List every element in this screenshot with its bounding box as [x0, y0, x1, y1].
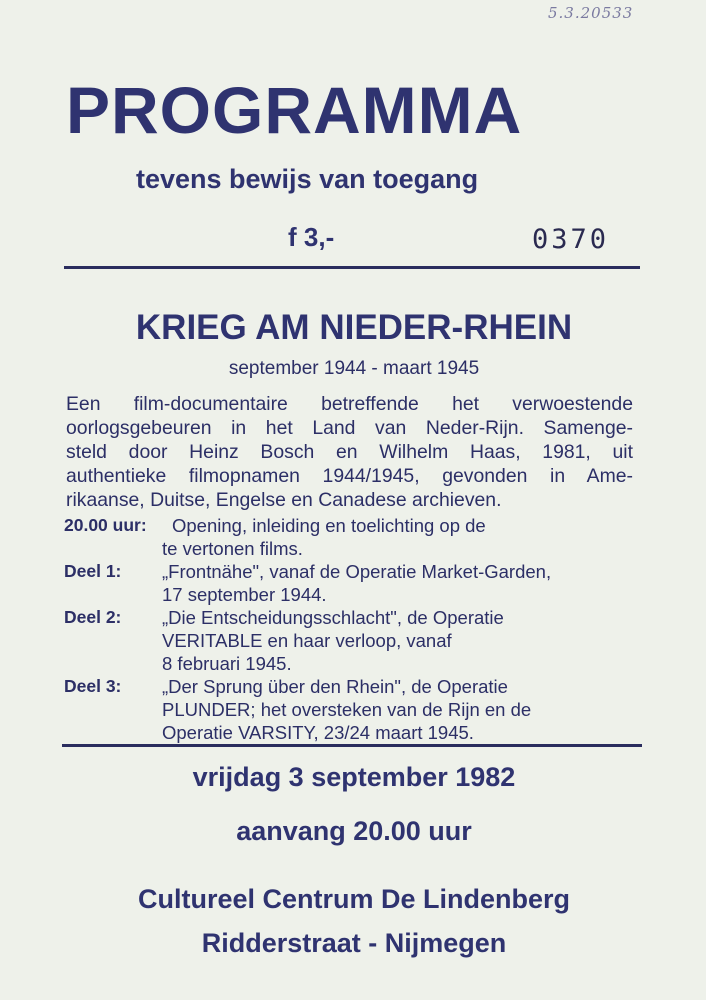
programme-item-part-2 — [64, 606, 644, 675]
venue-address: Ridderstraat - Nijmegen — [201, 928, 507, 958]
divider-top — [64, 266, 640, 269]
divider-bottom — [62, 744, 642, 747]
programme-item-text: „Die Entscheidungsschlacht", de Operatie — [162, 607, 504, 628]
programme-item-text: 8 februari 1945. — [162, 653, 292, 674]
description-line: rikaanse, Duitse, Engelse en Canadese archieven. — [66, 489, 502, 511]
ticket-number: 0370 — [532, 224, 610, 255]
event-start-time: aanvang 20.00 uur — [236, 816, 472, 846]
event-date: vrijdag 3 september 1982 — [192, 762, 516, 792]
programme-list — [64, 514, 644, 744]
archive-note: 5.3.20533 — [548, 4, 634, 22]
programme-item-text: Opening, inleiding en toelichting op de — [172, 515, 486, 536]
description-line: steld door Heinz Bosch en Wilhelm Haas, 1981, uit — [66, 441, 633, 463]
programme-item-text: 17 september 1944. — [162, 584, 327, 605]
description-line: authentieke filmopnamen 1944/1945, gevonden in Ame- — [66, 465, 633, 487]
venue-name: Cultureel Centrum De Lindenberg — [137, 884, 571, 914]
programme-item-text: „Der Sprung über den Rhein", de Operatie — [162, 676, 508, 697]
programme-item-part-1 — [64, 560, 644, 606]
description-line: oorlogsgebeuren in het Land van Neder-Rijn. Samenge- — [66, 417, 633, 439]
page-subtitle: tevens bewijs van toegang — [136, 164, 479, 194]
programme-item-text: VERITABLE en haar verloop, vanaf — [162, 630, 452, 651]
programme-item-label: 20.00 uur: — [64, 515, 147, 535]
programme-item-text: „Frontnähe", vanaf de Operatie Market-Garden, — [162, 561, 552, 582]
programme-item-text: te vertonen films. — [162, 538, 303, 559]
programme-item-text: PLUNDER; het oversteken van de Rijn en de — [162, 699, 532, 720]
programme-item-label: Deel 1: — [64, 561, 122, 581]
programme-item-label: Deel 3: — [64, 676, 122, 696]
programme-item-label: Deel 2: — [64, 607, 122, 627]
film-title: KRIEG AM NIEDER-RHEIN — [135, 308, 573, 347]
programme-item-text: Operatie VARSITY, 23/24 maart 1945. — [162, 722, 474, 743]
film-description — [66, 392, 633, 512]
film-period: september 1944 - maart 1945 — [228, 358, 480, 379]
programme-item-part-3 — [64, 675, 644, 744]
ticket-price: f 3,- — [288, 222, 335, 252]
programme-item-opening — [64, 514, 644, 560]
description-line: Een film-documentaire betreffende het verwoestende — [66, 393, 633, 415]
page-title: PROGRAMMA — [66, 73, 523, 147]
